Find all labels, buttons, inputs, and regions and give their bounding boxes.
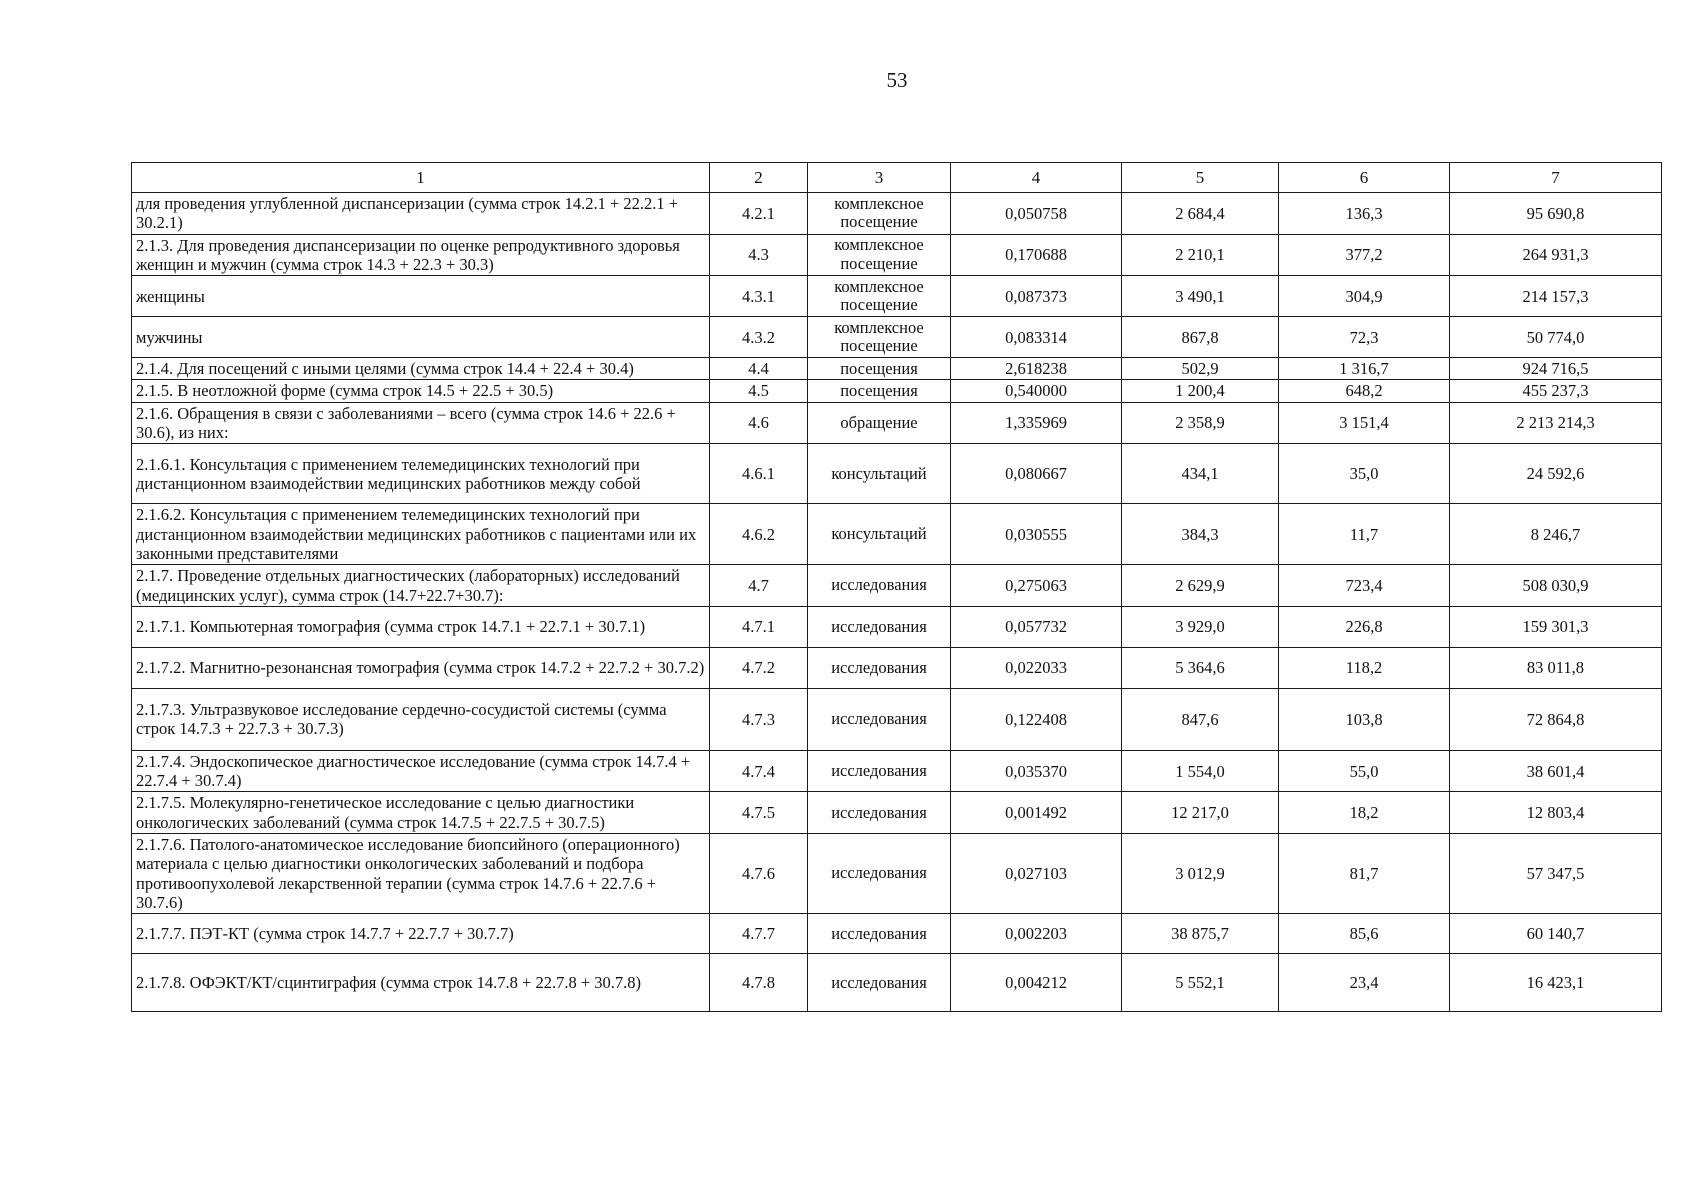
row-code-cell: 4.7.2 [710,647,808,688]
table-row [132,380,1662,402]
page-number: 53 [886,68,908,92]
row-value-col6-cell: 18,2 [1279,792,1450,834]
column-header-4: 4 [951,163,1122,193]
row-name-cell: 2.1.7.6. Патолого-анатомическое исследование биопсийного (операционного) материала с целью диагностики онкологических заболеваний и подбора противоопухолевой лекарственной терапии (сумма строк 14.7.6 + 22.7.6 + 30.7.6) [132,834,710,914]
row-value-col5-cell: 502,9 [1122,358,1279,380]
row-value-col7-cell: 72 864,8 [1450,688,1662,750]
row-unit-cell: посещения [808,358,951,380]
row-code-cell: 4.7.6 [710,834,808,914]
row-value-col7-cell: 83 011,8 [1450,647,1662,688]
row-unit-cell: исследования [808,834,951,914]
row-code-cell: 4.6.1 [710,444,808,504]
row-name-cell: 2.1.3. Для проведения диспансеризации по оценке репродуктивного здоровья женщин и мужчин (сумма строк 14.3 + 22.3 + 30.3) [132,234,710,276]
table-container [131,162,1595,1012]
row-value-col7-cell: 16 423,1 [1450,954,1662,1012]
row-unit-cell: обращение [808,402,951,444]
row-value-col5-cell: 867,8 [1122,317,1279,358]
row-value-col7-cell: 924 716,5 [1450,358,1662,380]
row-value-col5-cell: 2 684,4 [1122,193,1279,235]
row-code-cell: 4.6 [710,402,808,444]
row-value-col7-cell: 24 592,6 [1450,444,1662,504]
row-name-cell: 2.1.7.4. Эндоскопическое диагностическое исследование (сумма строк 14.7.4 + 22.7.4 + 30.7.4) [132,750,710,792]
row-value-col6-cell: 648,2 [1279,380,1450,402]
table-row [132,565,1662,607]
row-code-cell: 4.4 [710,358,808,380]
row-unit-cell: комплексное посещение [808,234,951,276]
row-value-col4-cell: 0,002203 [951,914,1122,954]
row-value-col5-cell: 1 554,0 [1122,750,1279,792]
row-name-cell: 2.1.7.3. Ультразвуковое исследование сердечно-сосудистой системы (сумма строк 14.7.3 + 22.7.3 + 30.7.3) [132,688,710,750]
table-row [132,914,1662,954]
table-row [132,954,1662,1012]
row-code-cell: 4.3 [710,234,808,276]
row-value-col5-cell: 2 358,9 [1122,402,1279,444]
row-value-col5-cell: 384,3 [1122,504,1279,565]
row-unit-cell: исследования [808,954,951,1012]
table-row [132,606,1662,647]
row-value-col5-cell: 2 629,9 [1122,565,1279,607]
row-value-col7-cell: 95 690,8 [1450,193,1662,235]
row-value-col4-cell: 0,001492 [951,792,1122,834]
column-header-7: 7 [1450,163,1662,193]
row-value-col7-cell: 455 237,3 [1450,380,1662,402]
table-row [132,792,1662,834]
row-value-col4-cell: 0,083314 [951,317,1122,358]
row-unit-cell: исследования [808,750,951,792]
row-value-col6-cell: 85,6 [1279,914,1450,954]
row-value-col6-cell: 3 151,4 [1279,402,1450,444]
row-value-col5-cell: 5 364,6 [1122,647,1279,688]
table-row [132,358,1662,380]
row-code-cell: 4.7.3 [710,688,808,750]
row-value-col5-cell: 3 929,0 [1122,606,1279,647]
row-value-col6-cell: 11,7 [1279,504,1450,565]
table-row [132,504,1662,565]
row-name-cell: 2.1.5. В неотложной форме (сумма строк 14.5 + 22.5 + 30.5) [132,380,710,402]
column-header-6: 6 [1279,163,1450,193]
row-code-cell: 4.7.8 [710,954,808,1012]
row-name-cell: мужчины [132,317,710,358]
row-value-col4-cell: 0,275063 [951,565,1122,607]
row-value-col5-cell: 434,1 [1122,444,1279,504]
row-unit-cell: комплексное посещение [808,193,951,235]
row-unit-cell: консультаций [808,504,951,565]
row-unit-cell: комплексное посещение [808,317,951,358]
row-value-col4-cell: 0,087373 [951,276,1122,317]
column-header-1: 1 [132,163,710,193]
row-code-cell: 4.7 [710,565,808,607]
row-unit-cell: консультаций [808,444,951,504]
row-unit-cell: посещения [808,380,951,402]
row-value-col5-cell: 5 552,1 [1122,954,1279,1012]
row-value-col6-cell: 35,0 [1279,444,1450,504]
row-unit-cell: исследования [808,565,951,607]
table-row [132,834,1662,914]
table-body [132,193,1662,1012]
row-value-col7-cell: 60 140,7 [1450,914,1662,954]
row-name-cell: 2.1.7.1. Компьютерная томография (сумма строк 14.7.1 + 22.7.1 + 30.7.1) [132,606,710,647]
row-value-col5-cell: 2 210,1 [1122,234,1279,276]
row-value-col4-cell: 0,057732 [951,606,1122,647]
row-value-col7-cell: 2 213 214,3 [1450,402,1662,444]
row-code-cell: 4.3.2 [710,317,808,358]
row-value-col5-cell: 1 200,4 [1122,380,1279,402]
column-header-5: 5 [1122,163,1279,193]
row-unit-cell: комплексное посещение [808,276,951,317]
row-value-col4-cell: 0,122408 [951,688,1122,750]
row-unit-cell: исследования [808,606,951,647]
row-value-col6-cell: 55,0 [1279,750,1450,792]
table-row [132,193,1662,235]
row-name-cell: 2.1.6. Обращения в связи с заболеваниями – всего (сумма строк 14.6 + 22.6 + 30.6), из них: [132,402,710,444]
data-table [131,162,1662,1012]
row-value-col4-cell: 0,540000 [951,380,1122,402]
row-value-col4-cell: 0,022033 [951,647,1122,688]
row-code-cell: 4.6.2 [710,504,808,565]
row-value-col7-cell: 508 030,9 [1450,565,1662,607]
row-value-col4-cell: 0,027103 [951,834,1122,914]
row-value-col4-cell: 0,170688 [951,234,1122,276]
row-value-col6-cell: 304,9 [1279,276,1450,317]
row-value-col6-cell: 103,8 [1279,688,1450,750]
row-value-col7-cell: 12 803,4 [1450,792,1662,834]
row-name-cell: 2.1.4. Для посещений с иными целями (сумма строк 14.4 + 22.4 + 30.4) [132,358,710,380]
row-code-cell: 4.3.1 [710,276,808,317]
table-row [132,234,1662,276]
row-name-cell: 2.1.6.2. Консультация с применением телемедицинских технологий при дистанционном взаимодействии медицинских работников с пациентами или их законными представителями [132,504,710,565]
column-header-3: 3 [808,163,951,193]
row-value-col4-cell: 0,035370 [951,750,1122,792]
column-header-2: 2 [710,163,808,193]
row-value-col5-cell: 38 875,7 [1122,914,1279,954]
table-row [132,688,1662,750]
row-value-col6-cell: 72,3 [1279,317,1450,358]
row-value-col7-cell: 8 246,7 [1450,504,1662,565]
row-value-col4-cell: 0,080667 [951,444,1122,504]
table-row [132,402,1662,444]
row-value-col5-cell: 3 012,9 [1122,834,1279,914]
row-value-col5-cell: 3 490,1 [1122,276,1279,317]
row-value-col7-cell: 38 601,4 [1450,750,1662,792]
row-value-col4-cell: 2,618238 [951,358,1122,380]
table-row [132,750,1662,792]
row-name-cell: 2.1.7.7. ПЭТ-КТ (сумма строк 14.7.7 + 22.7.7 + 30.7.7) [132,914,710,954]
row-value-col6-cell: 136,3 [1279,193,1450,235]
row-code-cell: 4.7.1 [710,606,808,647]
header-row [132,163,1662,193]
row-unit-cell: исследования [808,914,951,954]
row-name-cell: 2.1.6.1. Консультация с применением телемедицинских технологий при дистанционном взаимодействии медицинских работников между собой [132,444,710,504]
row-code-cell: 4.7.7 [710,914,808,954]
row-code-cell: 4.2.1 [710,193,808,235]
row-value-col4-cell: 0,030555 [951,504,1122,565]
row-value-col7-cell: 214 157,3 [1450,276,1662,317]
row-value-col4-cell: 1,335969 [951,402,1122,444]
row-value-col5-cell: 847,6 [1122,688,1279,750]
row-code-cell: 4.7.5 [710,792,808,834]
table-row [132,647,1662,688]
row-value-col6-cell: 723,4 [1279,565,1450,607]
row-value-col6-cell: 81,7 [1279,834,1450,914]
row-value-col6-cell: 377,2 [1279,234,1450,276]
row-value-col7-cell: 57 347,5 [1450,834,1662,914]
row-name-cell: для проведения углубленной диспансеризации (сумма строк 14.2.1 + 22.2.1 + 30.2.1) [132,193,710,235]
row-value-col5-cell: 12 217,0 [1122,792,1279,834]
row-value-col7-cell: 264 931,3 [1450,234,1662,276]
row-value-col4-cell: 0,050758 [951,193,1122,235]
row-unit-cell: исследования [808,688,951,750]
table-row [132,317,1662,358]
row-code-cell: 4.7.4 [710,750,808,792]
row-name-cell: женщины [132,276,710,317]
row-name-cell: 2.1.7.2. Магнитно-резонансная томография (сумма строк 14.7.2 + 22.7.2 + 30.7.2) [132,647,710,688]
row-value-col6-cell: 226,8 [1279,606,1450,647]
table-row [132,276,1662,317]
row-value-col6-cell: 118,2 [1279,647,1450,688]
row-value-col4-cell: 0,004212 [951,954,1122,1012]
row-name-cell: 2.1.7.5. Молекулярно-генетическое исследование с целью диагностики онкологических заболеваний (сумма строк 14.7.5 + 22.7.5 + 30.7.5) [132,792,710,834]
row-value-col6-cell: 1 316,7 [1279,358,1450,380]
row-value-col7-cell: 159 301,3 [1450,606,1662,647]
row-value-col7-cell: 50 774,0 [1450,317,1662,358]
row-name-cell: 2.1.7. Проведение отдельных диагностических (лабораторных) исследований (медицинских услуг), сумма строк (14.7+22.7+30.7): [132,565,710,607]
row-unit-cell: исследования [808,647,951,688]
table-row [132,444,1662,504]
row-code-cell: 4.5 [710,380,808,402]
row-name-cell: 2.1.7.8. ОФЭКТ/КТ/сцинтиграфия (сумма строк 14.7.8 + 22.7.8 + 30.7.8) [132,954,710,1012]
row-unit-cell: исследования [808,792,951,834]
row-value-col6-cell: 23,4 [1279,954,1450,1012]
